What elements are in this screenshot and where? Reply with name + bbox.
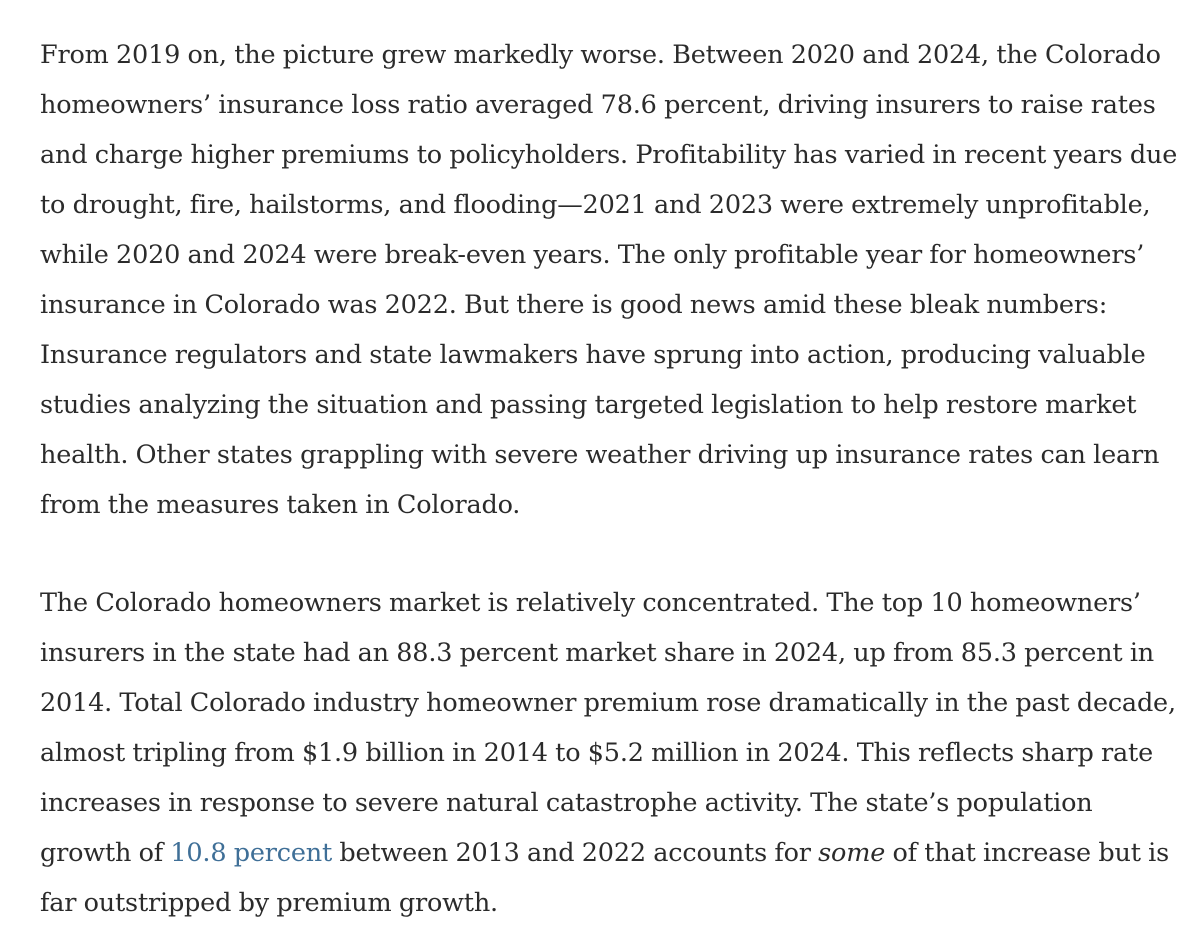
emphasis-some: some [818,838,886,868]
paragraph-1-text: From 2019 on, the picture grew markedly worse. Between 2020 and 2024, the Colorado homeowners’ insurance loss ratio averaged 78.6 percent, driving insurers to raise rates and charge higher premiums to policyholders. Profitability has varied in recent years due to drought, fire, hailstorms, and flooding—2021 and 2023 were extremely unprofitable, while 2020 and 2024 were break-even years. The only profitable year for homeowners’ insurance in Colorado was 2022. But there is good news amid these bleak numbers: Insurance regulators and state lawmakers have sprung into action, producing valuable studies analyzing the situation and passing targeted legislation to help restore market health. Other states grappling with severe weather driving up insurance rates can learn from the measures taken in Colorado. [40,40,1178,520]
paragraph-2-text-end: of that increase but is far outstripped by premium growth. [40,838,1169,918]
paragraph-loss-ratio [40,30,1180,530]
paragraph-market-concentration [40,578,1180,928]
paragraph-2-text-start: The Colorado homeowners market is relatively concentrated. The top 10 homeowners’ insurers in the state had an 88.3 percent market share in 2024, up from 85.3 percent in 2014. Total Colorado industry homeowner premium rose dramatically in the past decade, almost tripling from $1.9 billion in 2014 to $5.2 million in 2024. This reflects sharp rate increases in response to severe natural catastrophe activity. The state’s population growth of [40,588,1176,868]
article-body [40,30,1180,928]
population-growth-link[interactable]: 10.8 percent [170,838,333,868]
paragraph-2-text-middle: between 2013 and 2022 accounts for [332,838,819,868]
